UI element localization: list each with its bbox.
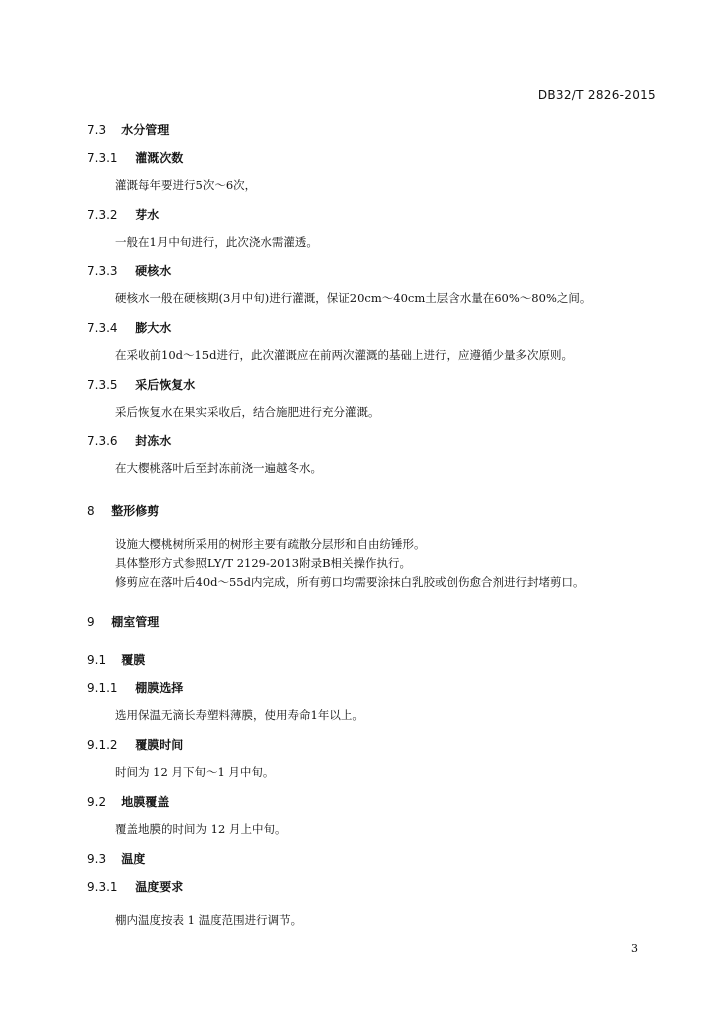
section-title: 芽水 xyxy=(135,208,160,222)
section-title: 棚室管理 xyxy=(111,615,160,629)
section-heading-7-3-3 xyxy=(87,262,171,279)
section-number: 7.3.5 xyxy=(87,378,118,392)
section-number: 9.1 xyxy=(87,653,107,667)
section-heading-7-3-2 xyxy=(87,206,159,223)
paragraph-7-3-5: 采后恢复水在果实采收后，结合施肥进行充分灌溉。 xyxy=(115,405,380,419)
paragraph-9-3-1: 棚内温度按表 1 温度范围进行调节。 xyxy=(115,913,303,927)
paragraph-8-b: 具体整形方式参照LY/T 2129-2013附录B相关操作执行。 xyxy=(115,556,412,570)
paragraph-7-3-1: 灌溉每年要进行5次～6次， xyxy=(115,178,257,192)
paragraph-7-3-6: 在大樱桃落叶后至封冻前浇一遍越冬水。 xyxy=(115,461,322,475)
section-heading-9-1 xyxy=(87,651,145,668)
section-number: 7.3.1 xyxy=(87,151,118,165)
section-heading-7-3-5 xyxy=(87,376,195,393)
section-number: 8 xyxy=(87,504,95,518)
section-number: 9.3.1 xyxy=(87,880,118,894)
section-title: 水分管理 xyxy=(121,123,170,137)
paragraph-7-3-4: 在采收前10d～15d进行，此次灌溉应在前两次灌溉的基础上进行，应遵循少量多次原则。 xyxy=(115,348,573,362)
section-number: 9.1.2 xyxy=(87,738,118,752)
section-title: 棚膜选择 xyxy=(135,681,184,695)
section-number: 7.3.3 xyxy=(87,264,118,278)
section-title: 硬核水 xyxy=(135,264,172,278)
section-number: 9.2 xyxy=(87,795,107,809)
section-title: 地膜覆盖 xyxy=(121,795,170,809)
paragraph-7-3-2: 一般在1月中旬进行，此次浇水需灌透。 xyxy=(115,235,318,249)
paragraph-8-c: 修剪应在落叶后40d～55d内完成，所有剪口均需要涂抹白乳胶或创伤愈合剂进行封堵剪口。 xyxy=(115,575,585,589)
section-number: 7.3.2 xyxy=(87,208,118,222)
section-heading-9-3-1 xyxy=(87,878,183,895)
section-title: 膨大水 xyxy=(135,321,172,335)
paragraph-9-2: 覆盖地膜的时间为 12 月上中旬。 xyxy=(115,822,287,836)
section-title: 采后恢复水 xyxy=(135,378,196,392)
section-heading-7-3-6 xyxy=(87,432,171,449)
section-number: 9.3 xyxy=(87,852,107,866)
paragraph-8-a: 设施大樱桃树所采用的树形主要有疏散分层形和自由纺锤形。 xyxy=(115,537,426,551)
document-code: DB32/T 2826-2015 xyxy=(537,88,656,102)
section-number: 7.3.4 xyxy=(87,321,118,335)
section-heading-7-3-4 xyxy=(87,319,171,336)
section-title: 覆膜时间 xyxy=(135,738,184,752)
section-title: 温度 xyxy=(121,852,146,866)
section-number: 9 xyxy=(87,615,95,629)
section-heading-9-1-1 xyxy=(87,679,183,696)
section-title: 覆膜 xyxy=(121,653,146,667)
section-number: 7.3 xyxy=(87,123,107,137)
section-heading-9-3 xyxy=(87,850,145,867)
section-heading-7-3 xyxy=(87,121,169,138)
section-number: 7.3.6 xyxy=(87,434,118,448)
section-heading-9 xyxy=(87,613,159,630)
paragraph-9-1-1: 选用保温无滴长寿塑料薄膜，使用寿命1年以上。 xyxy=(115,708,364,722)
section-heading-8 xyxy=(87,502,159,519)
section-title: 整形修剪 xyxy=(111,504,160,518)
section-heading-7-3-1 xyxy=(87,149,183,166)
section-title: 封冻水 xyxy=(135,434,172,448)
section-number: 9.1.1 xyxy=(87,681,118,695)
paragraph-7-3-3: 硬核水一般在硬核期(3月中旬)进行灌溉，保证20cm～40cm土层含水量在60%～80%之间。 xyxy=(115,291,592,305)
section-heading-9-2 xyxy=(87,793,169,810)
page-number: 3 xyxy=(631,942,638,955)
section-title: 温度要求 xyxy=(135,880,184,894)
paragraph-9-1-2: 时间为 12 月下旬～1 月中旬。 xyxy=(115,765,275,779)
section-heading-9-1-2 xyxy=(87,736,183,753)
section-title: 灌溉次数 xyxy=(135,151,184,165)
